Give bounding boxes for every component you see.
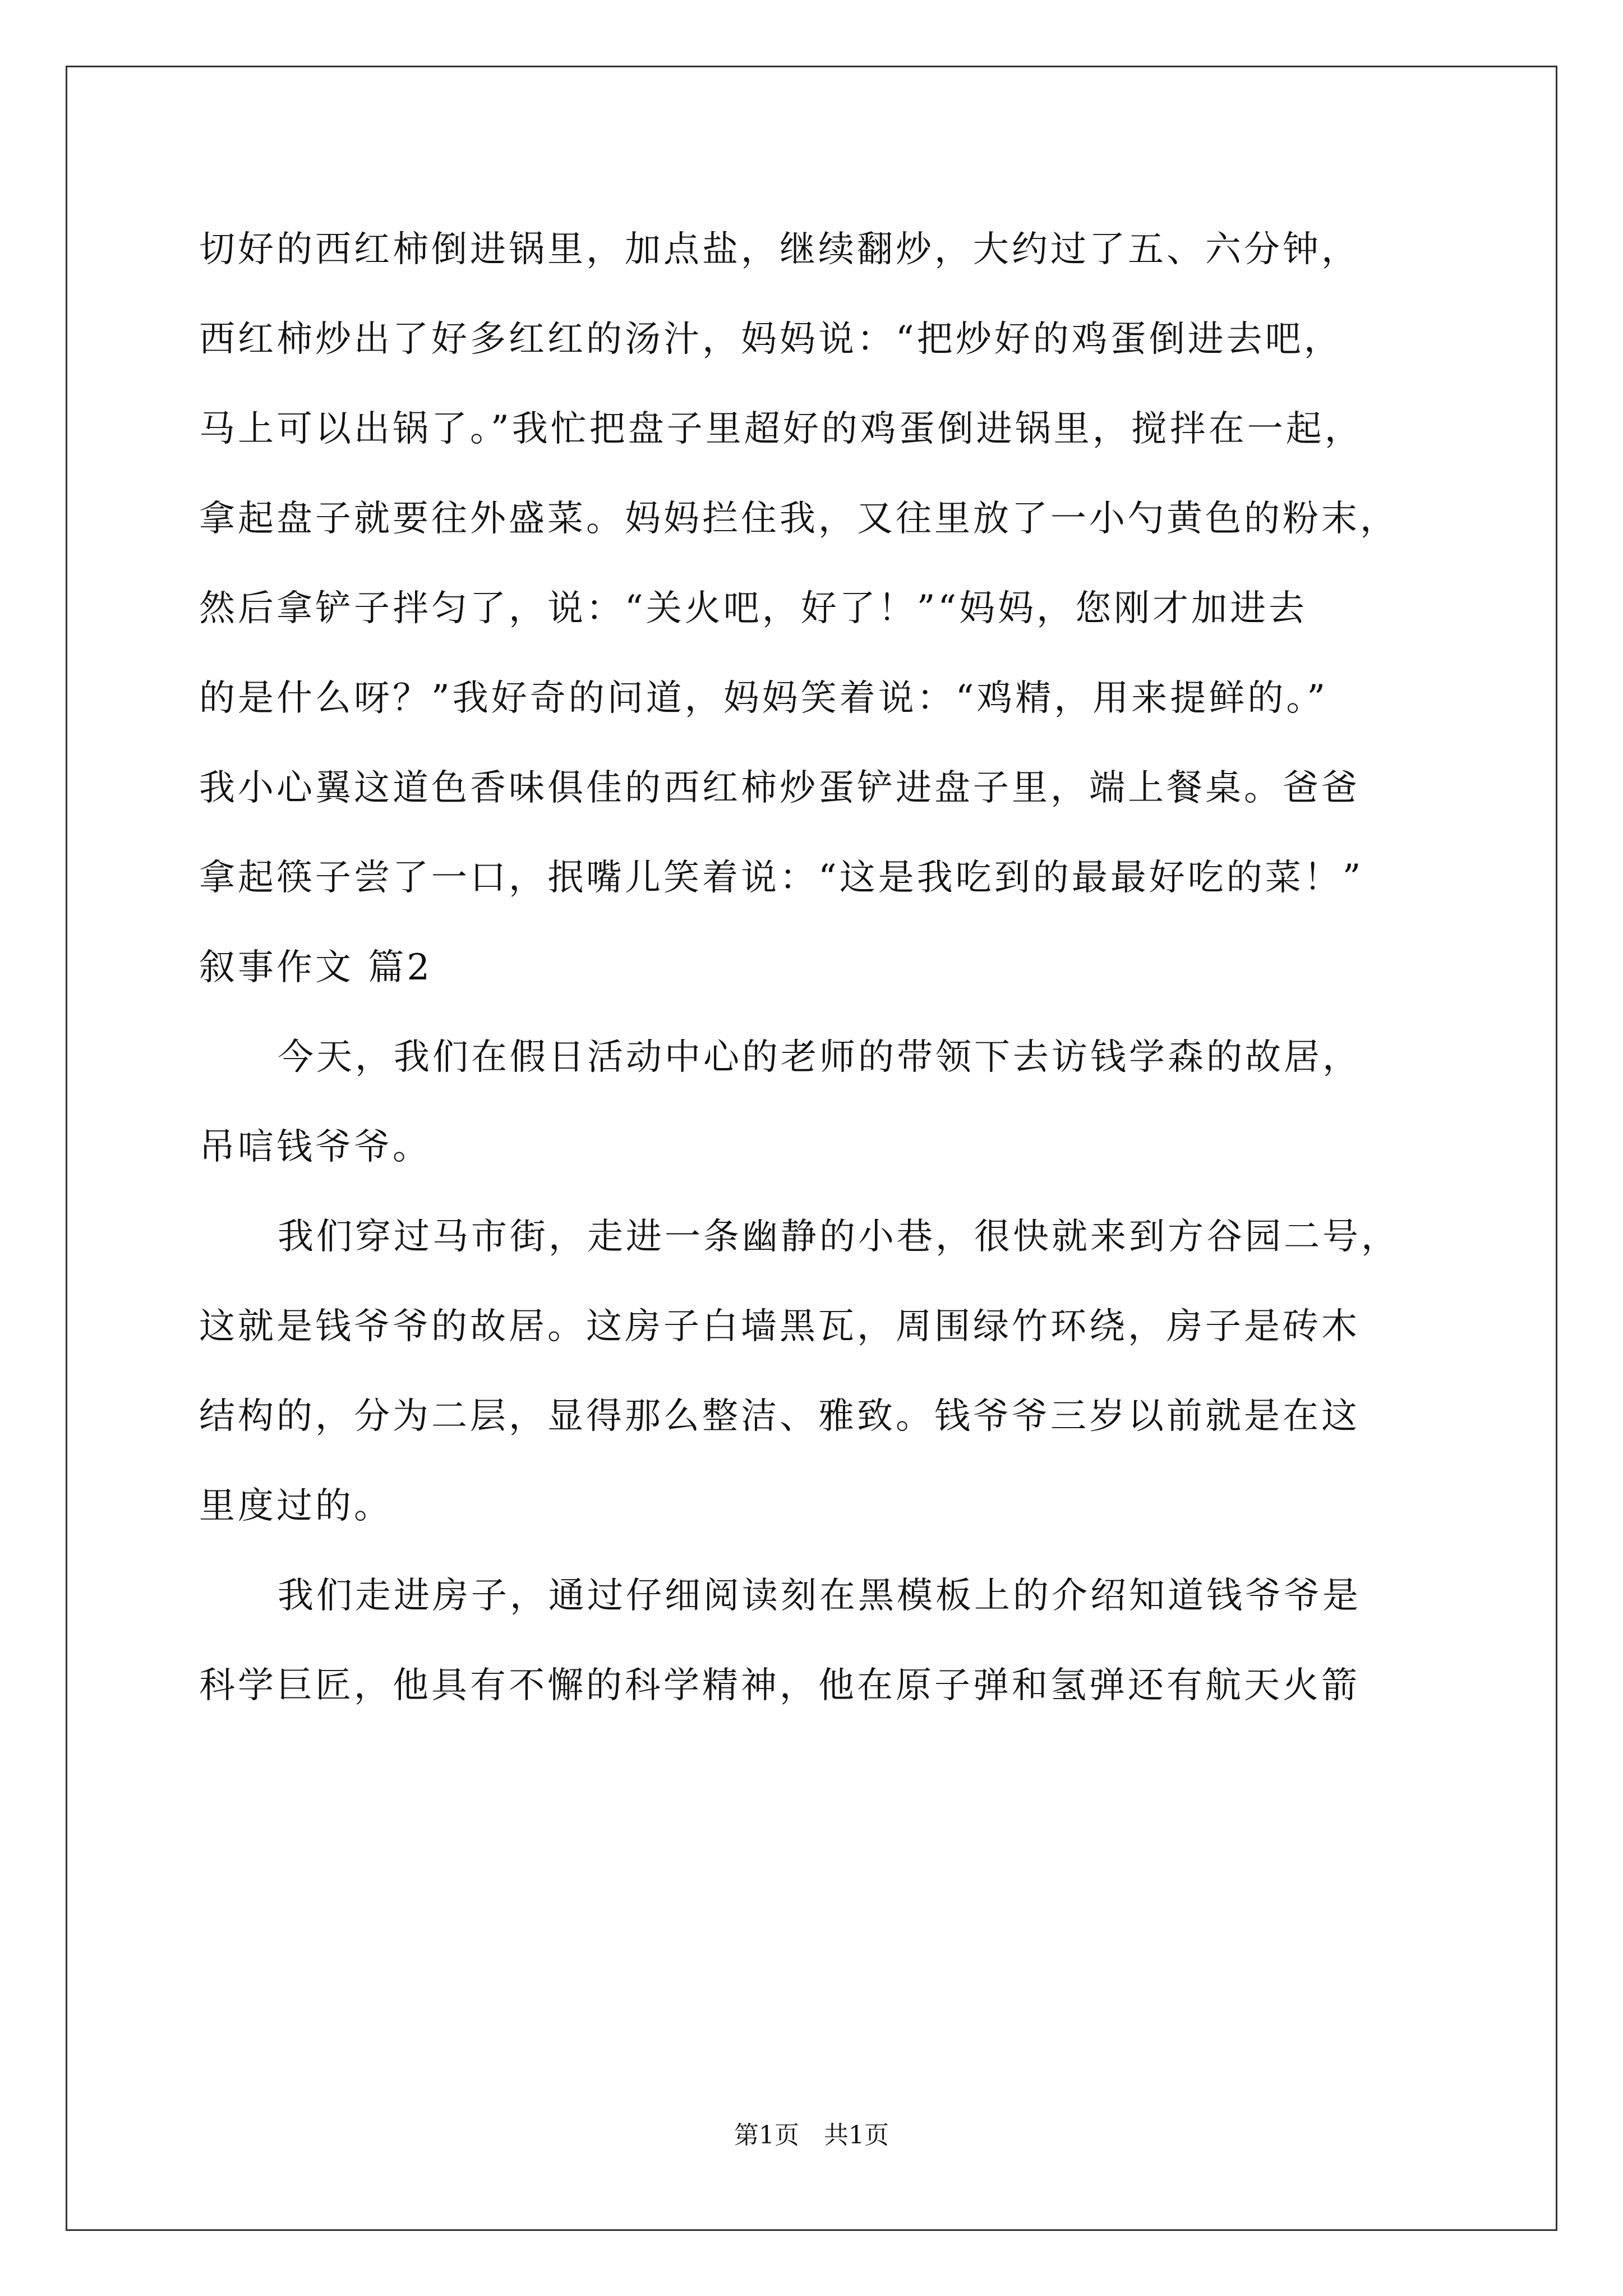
text-line: 然后拿铲子拌匀了，说：“关火吧，好了！”“妈妈，您刚才加进去 — [199, 588, 1308, 629]
text-line: 切好的西红柿倒进锅里，加点盐，继续翻炒，大约过了五、六分钟， — [199, 229, 1360, 270]
paragraph-start-line: 我们穿过马市街，走进一条幽静的小巷，很快就来到方谷园二号， — [278, 1216, 1400, 1258]
text-line: 的是什么呀？”我好奇的问道，妈妈笑着说：“鸡精，用来提鲜的。” — [199, 678, 1329, 719]
text-line: 吊唁钱爷爷。 — [199, 1126, 431, 1168]
paragraph-start-line: 我们走进房子，通过仔细阅读刻在黑模板上的介绍知道钱爷爷是 — [278, 1575, 1361, 1617]
text-line: 我小心翼这道色香味俱佳的西红柿炒蛋铲进盘子里，端上餐桌。爸爸 — [199, 767, 1360, 809]
document-body — [199, 205, 1461, 1731]
text-line: 这就是钱爷爷的故居。这房子白墙黑瓦，周围绿竹环绕，房子是砖木 — [199, 1306, 1360, 1347]
text-line: 结构的，分为二层，显得那么整洁、雅致。钱爷爷三岁以前就是在这 — [199, 1396, 1360, 1437]
page-footer: 第1页 共1页 — [734, 2121, 889, 2150]
text-line: 科学巨匠，他具有不懈的科学精神，他在原子弹和氢弹还有航天火箭 — [199, 1665, 1360, 1706]
text-line: 西红柿炒出了好多红红的汤汁，妈妈说：“把炒好的鸡蛋倒进去吧， — [199, 319, 1343, 360]
paragraph-start-line: 今天，我们在假日活动中心的老师的带领下去访钱学森的故居， — [278, 1037, 1361, 1078]
text-line: 拿起盘子就要往外盛菜。妈妈拦住我，又往里放了一小勺黄色的粉末， — [199, 498, 1399, 540]
text-line: 拿起筷子尝了一口，抿嘴儿笑着说：“这是我吃到的最最好吃的菜！” — [199, 857, 1364, 899]
text-line: 里度过的。 — [199, 1485, 393, 1527]
section-heading: 叙事作文 篇2 — [199, 947, 433, 988]
text-line: 马上可以出锅了。”我忙把盘子里超好的鸡蛋倒进锅里，搅拌在一起， — [199, 408, 1363, 450]
